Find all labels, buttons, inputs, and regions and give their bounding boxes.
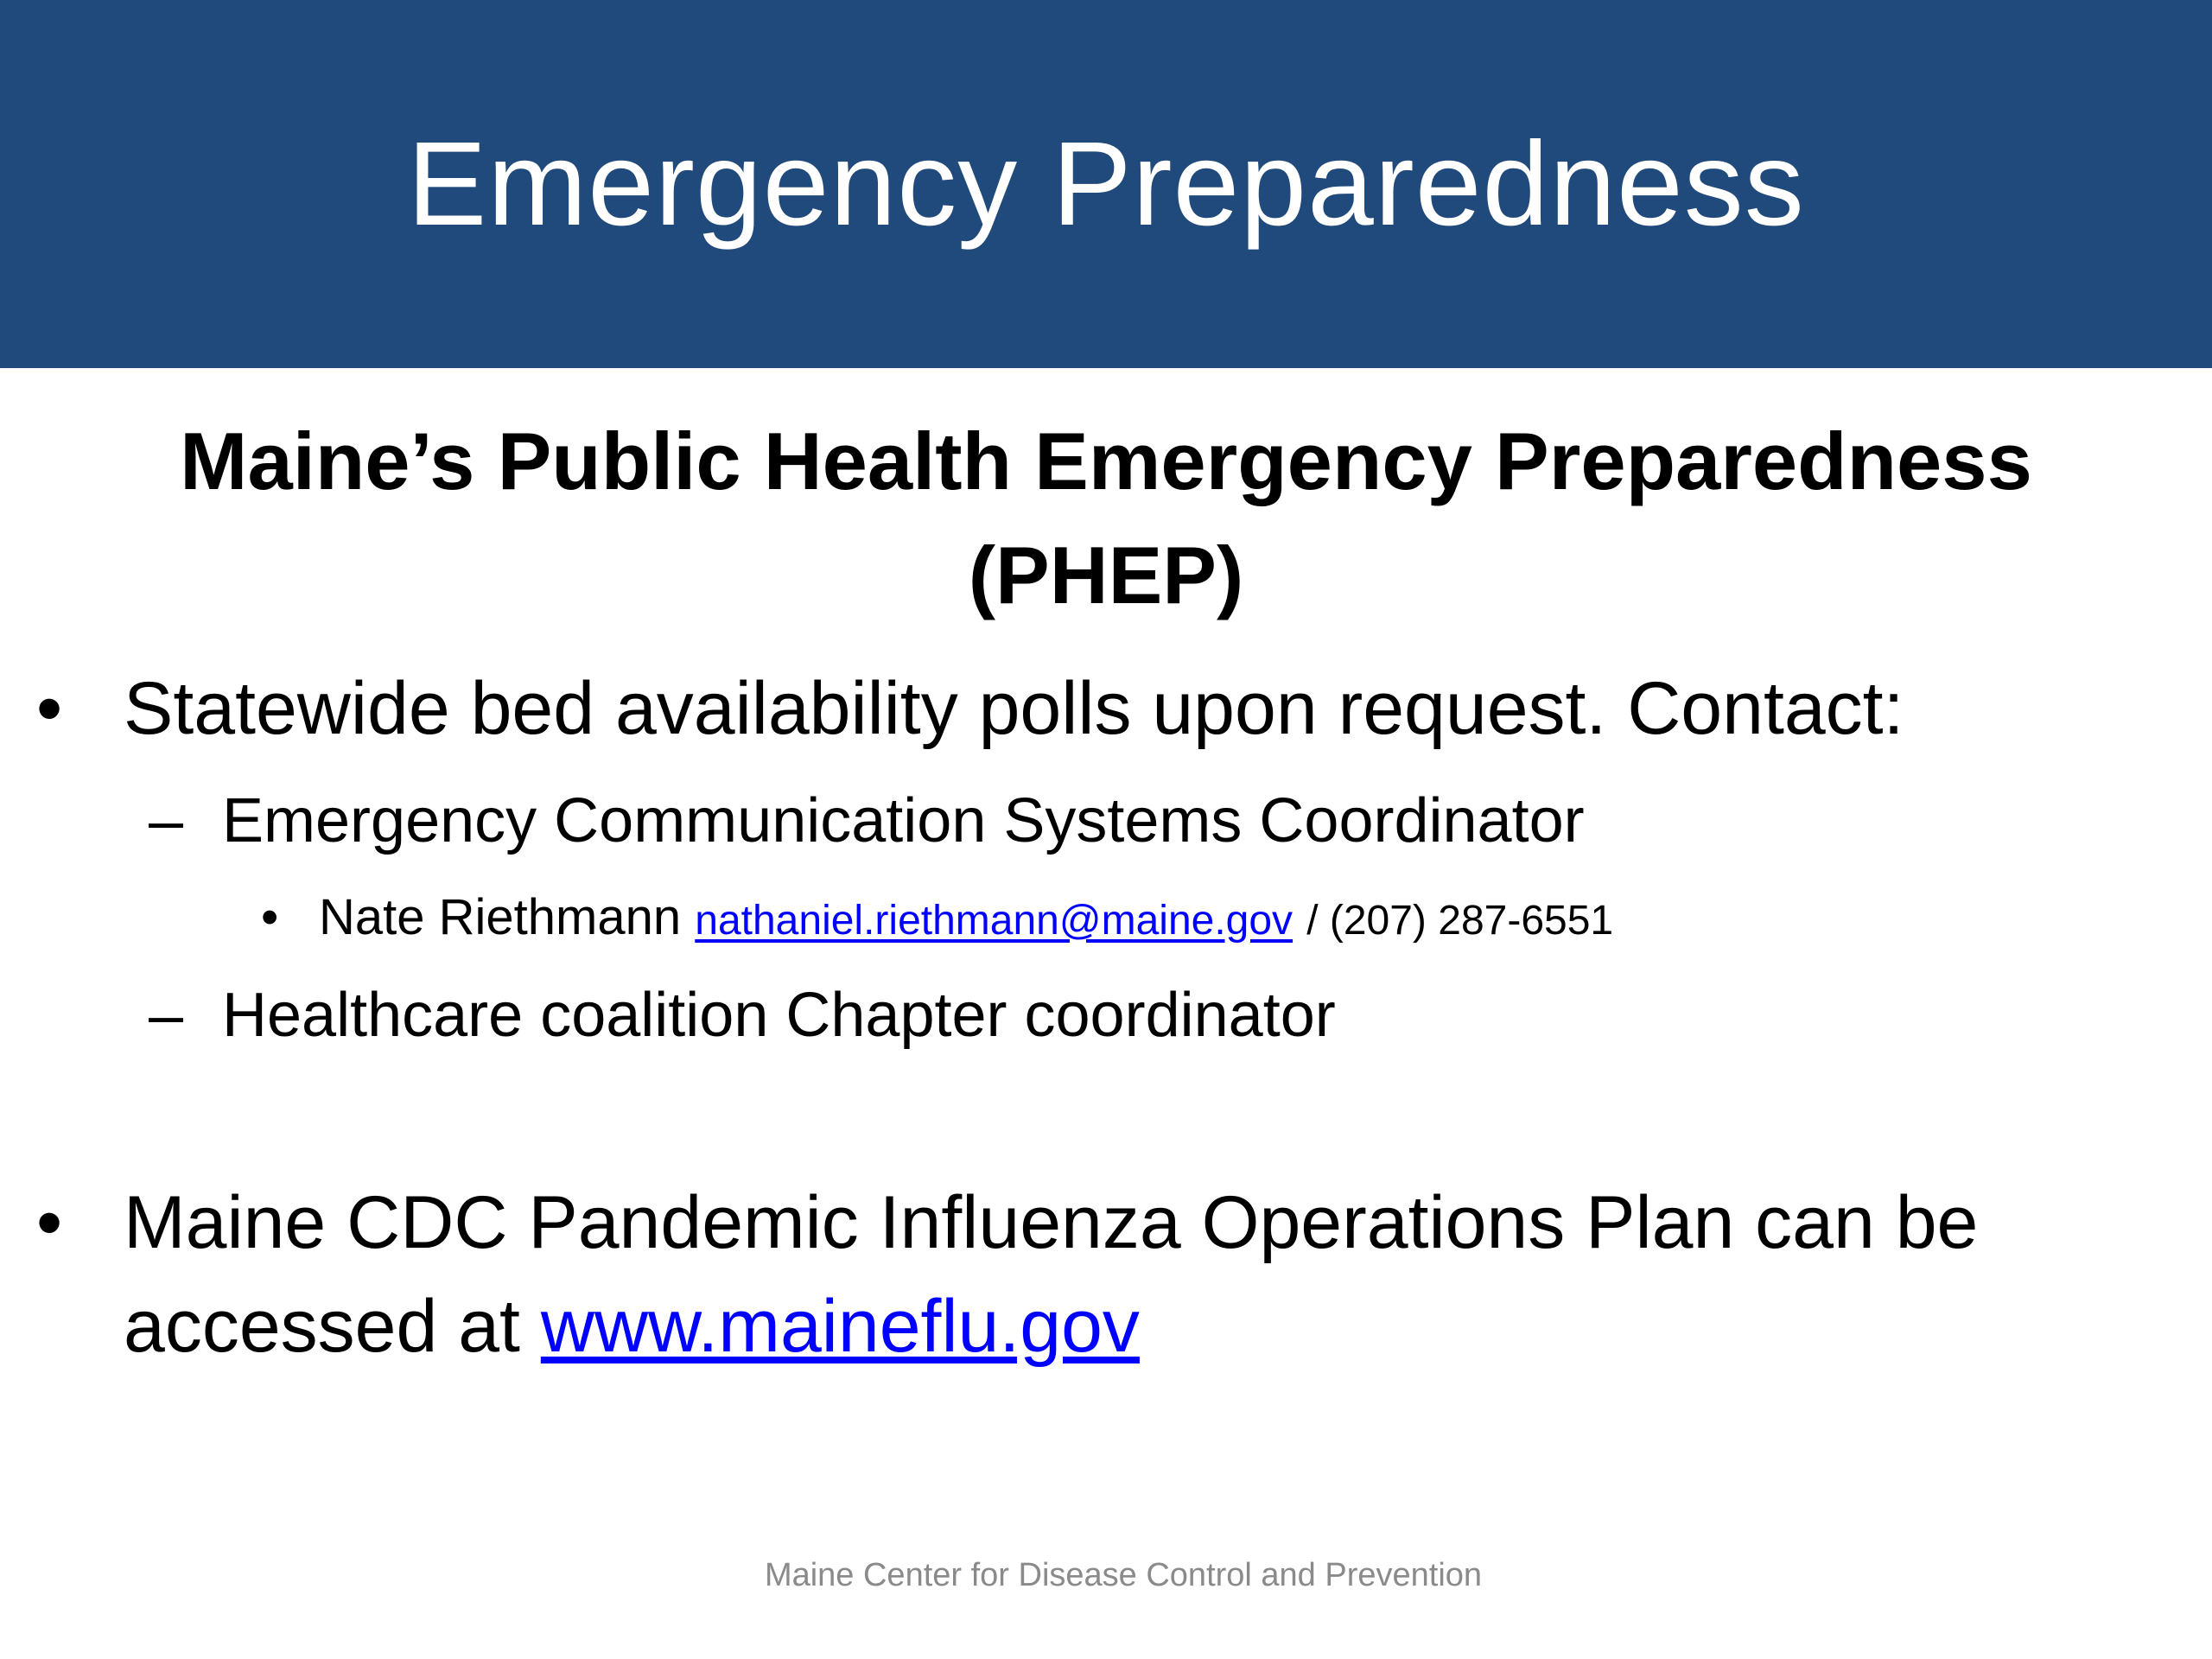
subtitle-line-2: (PHEP) — [968, 530, 1244, 620]
sub-bullet-coalition-coordinator — [0, 972, 2212, 1058]
dash-marker: – — [149, 786, 184, 855]
contact-item-nate — [0, 883, 2212, 952]
contact-phone: / (207) 287-6551 — [1306, 898, 1614, 944]
bullet-bed-availability — [0, 657, 2212, 760]
bullet-text-prefix: accessed at — [124, 1285, 520, 1368]
bullet-marker: • — [36, 1181, 63, 1264]
sub-bullet-comm-coordinator — [0, 778, 2212, 864]
subtitle-line-1: Maine’s Public Health Emergency Preparedness — [180, 416, 2032, 506]
slide-title: Emergency Preparedness — [407, 118, 1805, 251]
dash-marker: – — [149, 981, 184, 1050]
contact-email-link[interactable]: nathaniel.riethmann@maine.gov — [695, 898, 1294, 944]
sub-bullet-text: Healthcare coalition Chapter coordinator — [222, 981, 1336, 1050]
maineflu-link[interactable]: www.maineflu.gov — [540, 1285, 1140, 1368]
bullet-text-line-1: Maine CDC Pandemic Influenza Operations Plan can be — [124, 1181, 1979, 1264]
bullet-pandemic-plan — [0, 1171, 2212, 1387]
bullet-text: Statewide bed availability polls upon request. Contact: — [124, 667, 1904, 750]
bullet-marker: • — [261, 889, 279, 945]
slide-subtitle — [52, 404, 2160, 632]
slide-footer: Maine Center for Disease Control and Prevention — [764, 1557, 1483, 1593]
contact-line — [319, 883, 1613, 956]
contact-name: Nate Riethmann — [319, 889, 682, 945]
bullet-marker: • — [36, 667, 63, 750]
bullet-text-line-2 — [124, 1274, 1140, 1378]
sub-bullet-text: Emergency Communication Systems Coordinator — [222, 786, 1585, 855]
title-banner — [0, 0, 2212, 368]
